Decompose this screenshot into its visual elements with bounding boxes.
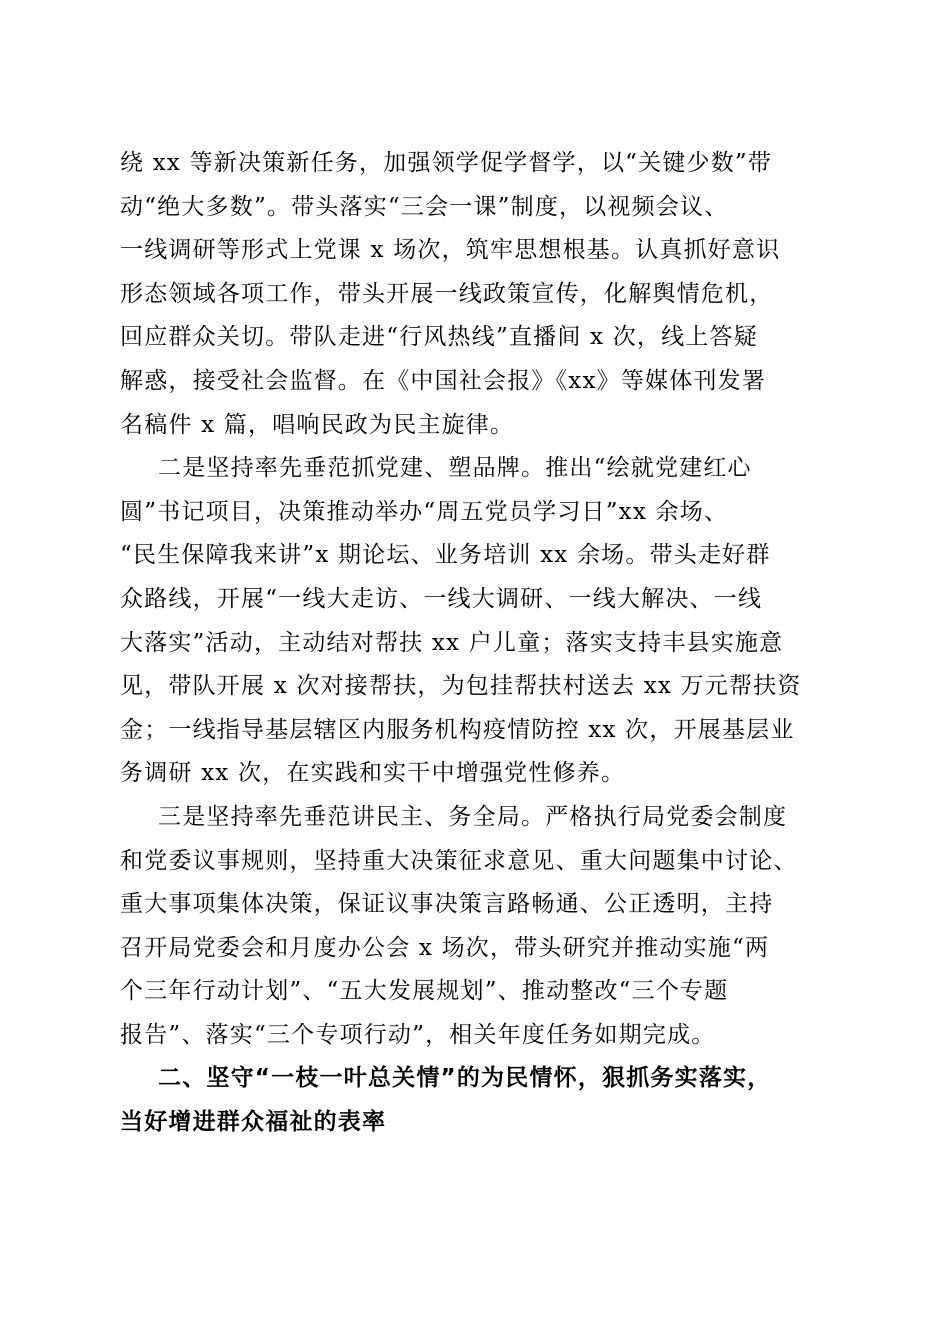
text-line: 见，带队开展 x 次对接帮扶，为包挂帮扶村送去 xx 万元帮扶资 xyxy=(120,673,802,700)
paragraph-party-building xyxy=(120,447,832,796)
text-line: “民生保障我来讲”x 期论坛、业务培训 xx 余场。带头走好群 xyxy=(120,542,771,569)
paragraph-democracy xyxy=(120,796,832,1058)
paragraph-continuation xyxy=(120,142,832,447)
text-line: 金；一线指导基层辖区内服务机构疫情防控 xx 次，开展基层业 xyxy=(120,716,795,743)
text-line: 动“绝大多数”。带头落实“三会一课”制度，以视频会议、 xyxy=(120,193,729,220)
heading-line: 当好增进群众福祉的表率 xyxy=(120,1109,387,1136)
text-line: 和党委议事规则，坚持重大决策征求意见、重大问题集中讨论、 xyxy=(120,847,798,874)
text-line: 圆”书记项目，决策推动举办“周五党员学习日”xx 余场、 xyxy=(120,498,729,525)
text-line: 绕 xx 等新决策新任务，加强领学促学督学，以“关键少数”带 xyxy=(120,150,773,176)
document-body xyxy=(120,142,832,1145)
text-line: 三是坚持率先垂范讲民主、务全局。严格执行局党委会制度 xyxy=(158,803,788,830)
text-line: 名稿件 x 篇，唱响民政为民主旋律。 xyxy=(120,411,515,438)
text-line: 务调研 xx 次，在实践和实干中增强党性修养。 xyxy=(120,760,626,787)
text-line: 回应群众关切。带队走进“行风热线”直播间 x 次，线上答疑 xyxy=(120,324,758,351)
text-line: 形态领域各项工作，带头开展一线政策宣传，化解舆情危机， xyxy=(120,280,774,307)
text-line: 解惑，接受社会监督。在《中国社会报》《xx》等媒体刊发署 xyxy=(120,367,767,394)
section-heading xyxy=(120,1057,832,1144)
text-line: 大落实”活动，主动结对帮扶 xx 户儿童；落实支持丰县实施意 xyxy=(120,629,784,656)
text-line: 召开局党委会和月度办公会 x 场次，带头研究并推动实施“两 xyxy=(120,934,770,961)
heading-line: 二、坚守“一枝一叶总关情”的为民情怀，狠抓务实落实， xyxy=(158,1065,772,1092)
text-line: 个三年行动计划”、“五大发展规划”、推动整改“三个专题 xyxy=(120,978,729,1005)
text-line: 报告”、落实“三个专项行动”，相关年度任务如期完成。 xyxy=(120,1021,716,1048)
text-line: 二是坚持率先垂范抓党建、塑品牌。推出“绘就党建红心 xyxy=(158,455,752,482)
text-line: 重大事项集体决策，保证议事决策言路畅通、公正透明，主持 xyxy=(120,891,774,918)
text-line: 一线调研等形式上党课 x 场次，筑牢思想根基。认真抓好意识 xyxy=(120,237,781,264)
text-line: 众路线，开展“一线大走访、一线大调研、一线大解决、一线 xyxy=(120,585,763,612)
